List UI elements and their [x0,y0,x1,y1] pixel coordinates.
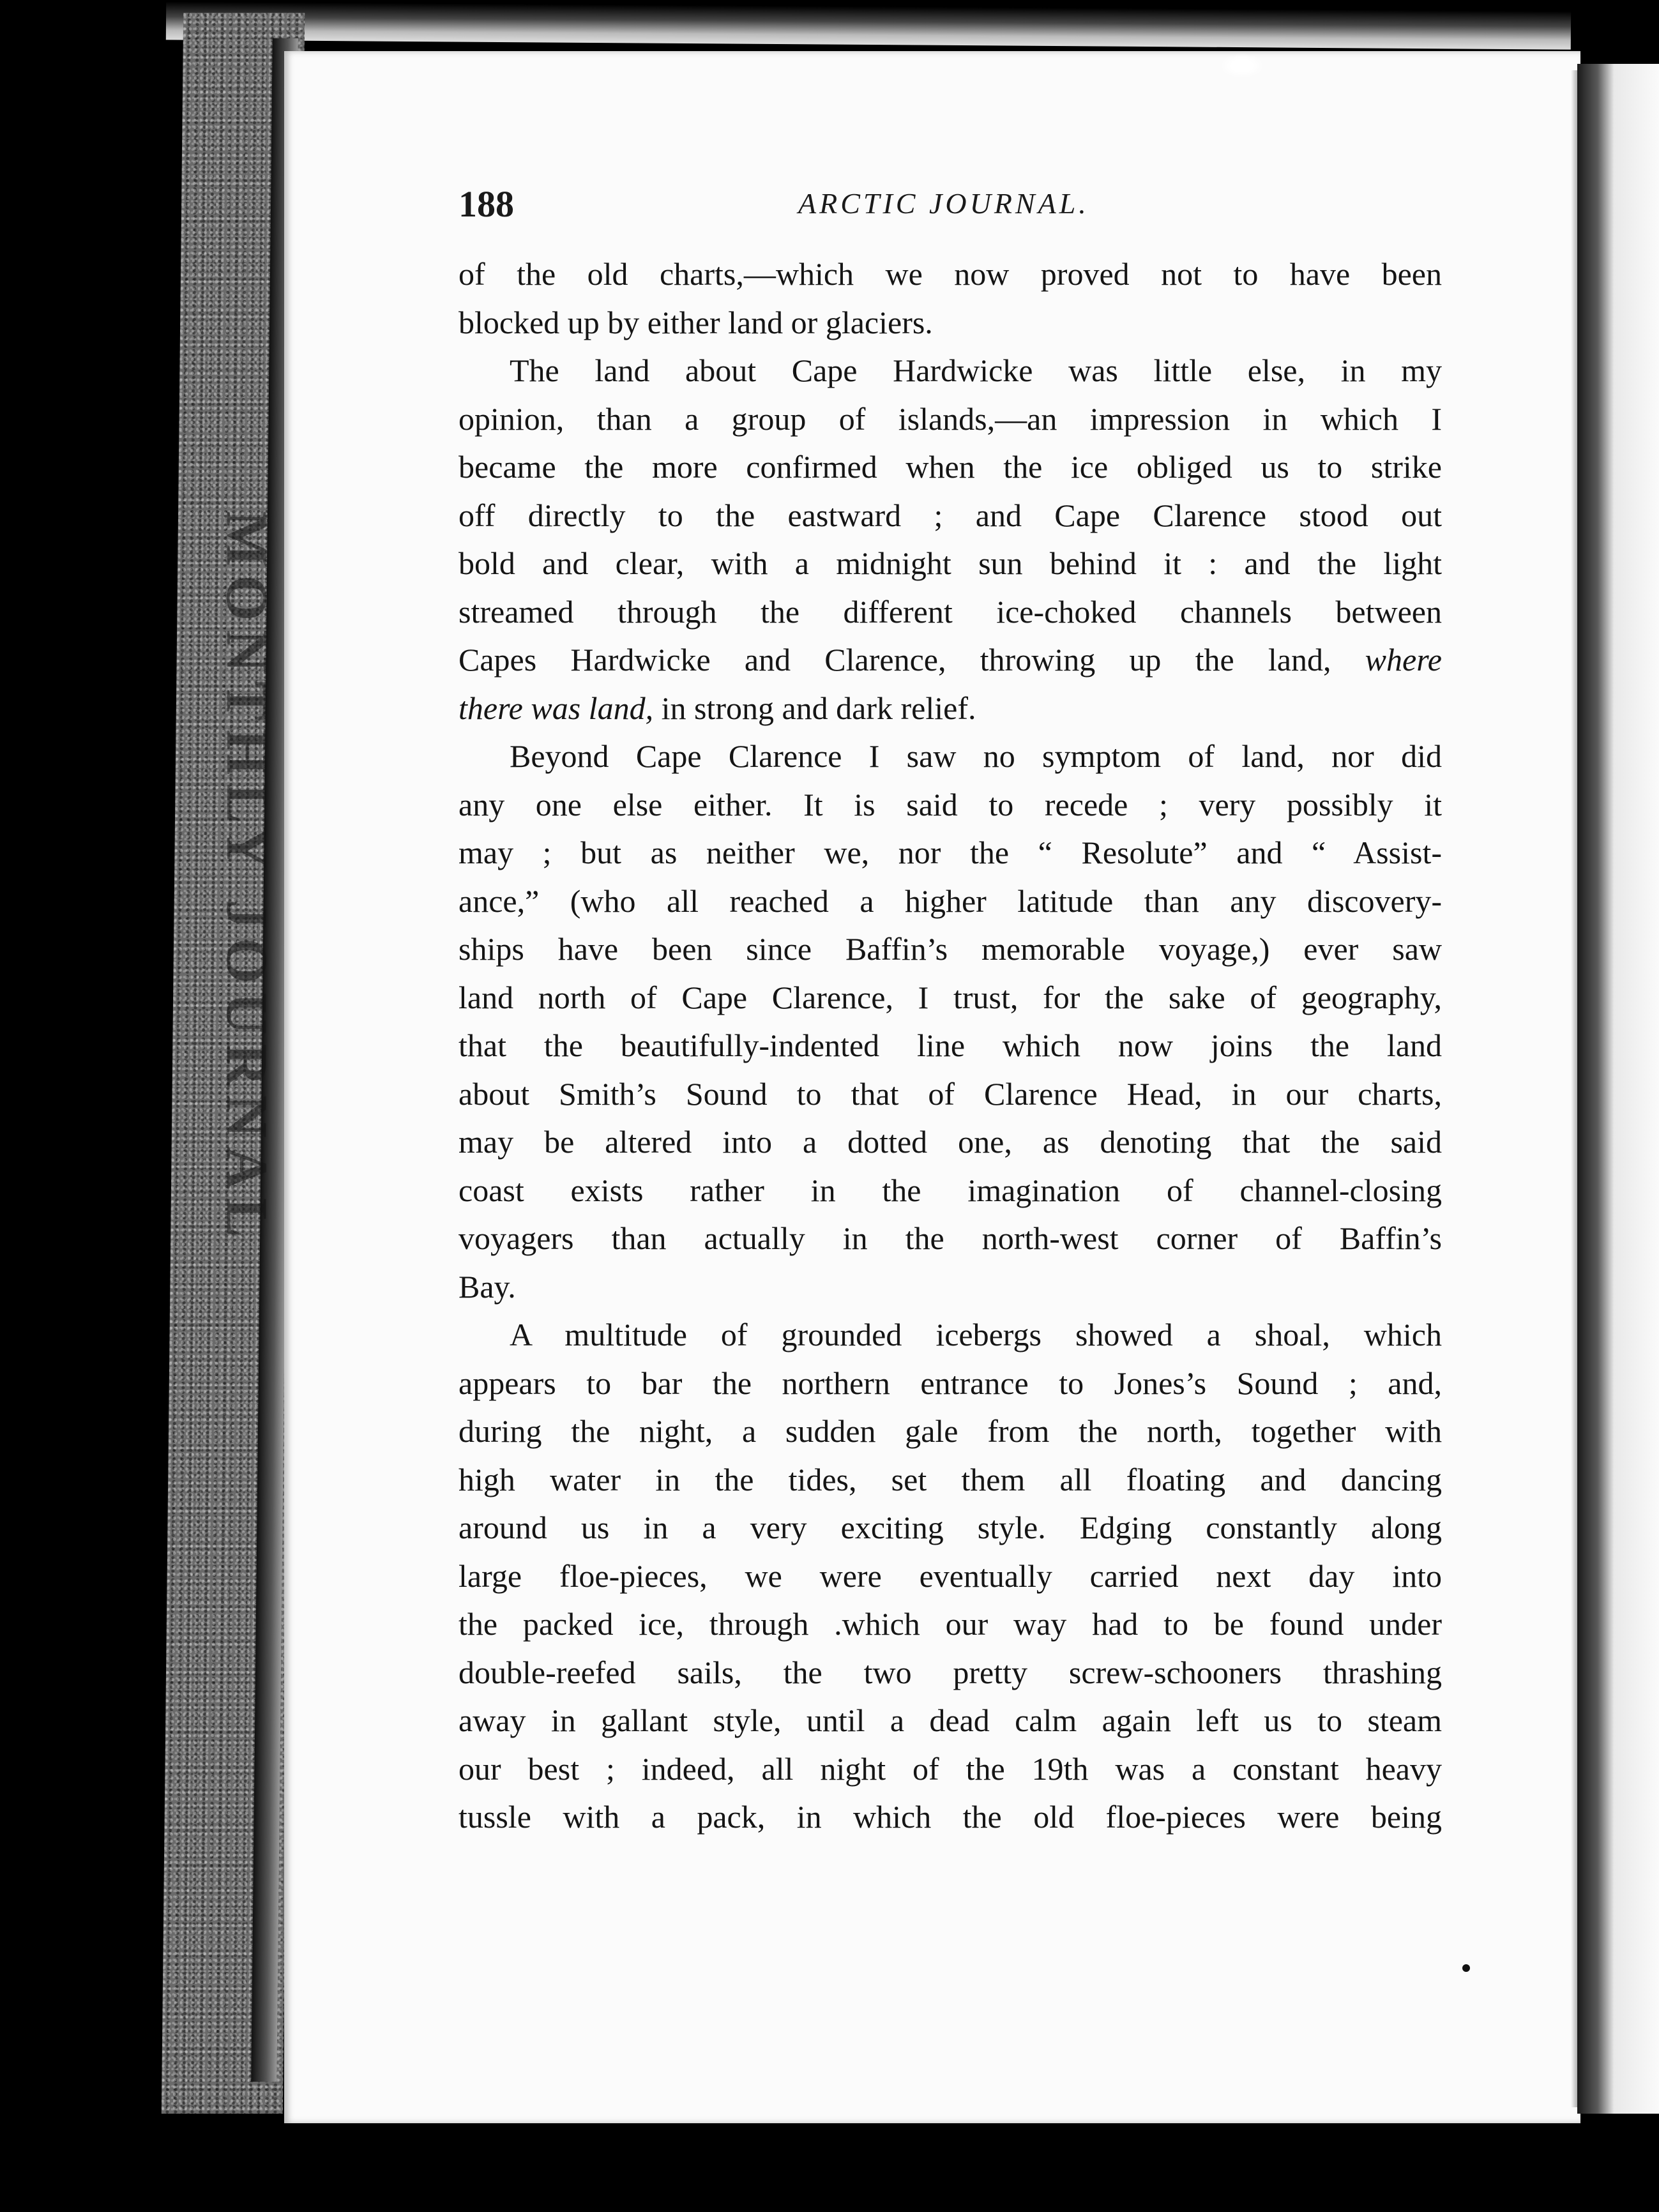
text-line: streamed through the different ice-choked channels between [458,593,1442,630]
text-line: tussle with a pack, in which the old floe-pieces were being [458,1799,1442,1835]
top-edge-shadow [166,1,1571,49]
page-header [458,183,1442,234]
running-head: ARCTIC JOURNAL. [798,187,1089,220]
page-number: 188 [458,183,514,225]
text-line: away in gallant style, until a dead calm again left us to steam [458,1702,1442,1738]
text-line: high water in the tides, set them all floating and dancing [458,1461,1442,1497]
ink-speck [1462,1964,1470,1972]
text-line: around us in a very exciting style. Edging constantly along [458,1510,1442,1545]
text-line: our best ; indeed, all night of the 19th was a constant heavy [458,1750,1442,1787]
spine-title: MONTHLY JOURNAL [215,511,280,1246]
text-line: blocked up by either land or glaciers. [458,304,933,340]
text-line: about Smith’s Sound to that of Clarence Head, in our charts, [458,1075,1442,1112]
body-text [458,250,1442,1842]
text-line: became the more confirmed when the ice obliged us to strike [458,449,1442,485]
text-line: opinion, than a group of islands,—an impression in which I [458,400,1442,437]
text-line: coast exists rather in the imagination of channel-closing [458,1172,1442,1208]
text-line: bold and clear, with a midnight sun behind it : and the light [458,545,1442,581]
text-line: there was land, in strong and dark relief. [458,690,976,726]
text-line: ance,” (who all reached a higher latitude than any discovery- [458,883,1442,919]
text-line: of the old charts,—which we now proved not to have been [458,256,1442,292]
text-line: A multitude of grounded icebergs showed a shoal, which [510,1317,1442,1352]
text-line: Beyond Cape Clarence I saw no symptom of land, nor did [510,738,1442,774]
text-line: voyagers than actually in the north-west corner of Baffin’s [458,1220,1442,1256]
text-line: during the night, a sudden gale from the north, together with [458,1413,1442,1449]
text-line: may be altered into a dotted one, as denoting that the said [458,1124,1442,1160]
text-line: off directly to the eastward ; and Cape Clarence stood out [458,497,1442,533]
text-line: land north of Cape Clarence, I trust, for the sake of geography, [458,979,1442,1015]
facing-page-edge [1577,64,1659,2114]
text-line: The land about Cape Hardwicke was little else, in my [510,352,1442,388]
ink-blot [1216,51,1268,80]
text-line: double-reefed sails, the two pretty screw-schooners thrashing [458,1654,1442,1690]
text-line: Bay. [458,1268,516,1305]
text-line: any one else either. It is said to recede ; very possibly it [458,786,1442,822]
text-line: the packed ice, through .which our way had to be found under [458,1606,1442,1642]
text-line: large floe-pieces, we were eventually carried next day into [458,1557,1442,1594]
text-line: Capes Hardwicke and Clarence, throwing up the land, where [458,642,1442,678]
text-line: ships have been since Baffin’s memorable voyage,) ever saw [458,931,1442,967]
text-line: appears to bar the northern entrance to Jones’s Sound ; and, [458,1365,1442,1401]
text-line: that the beautifully-indented line which now joins the land [458,1027,1442,1063]
text-line: may ; but as neither we, nor the “ Resolute” and “ Assist- [458,835,1442,870]
